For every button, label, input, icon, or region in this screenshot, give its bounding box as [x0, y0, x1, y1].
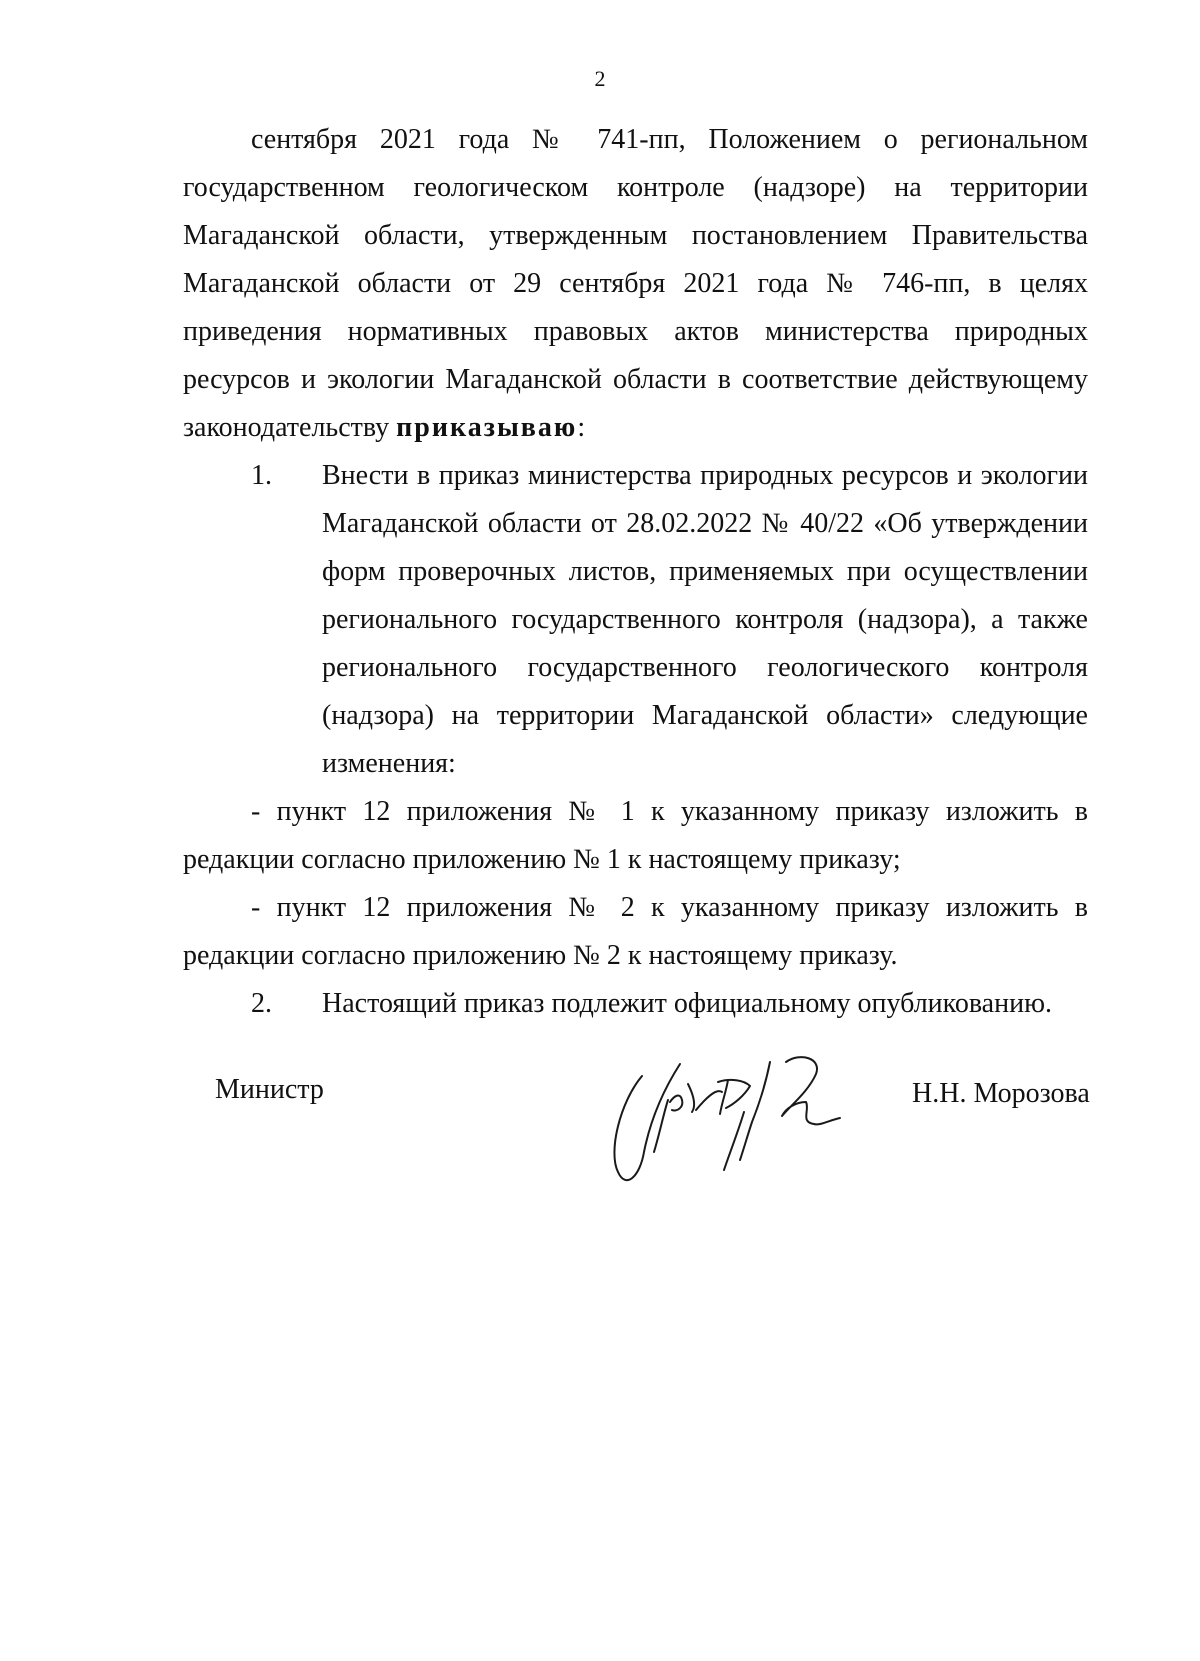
list-item-1 — [183, 452, 1088, 788]
list-item-2-number: 2. — [251, 988, 272, 1019]
sub-item-2: - пункт 12 приложения № 2 к указанному приказу изложить в редакции согласно приложению № 2 к настоящему приказу. — [183, 892, 1088, 971]
list-item-1-number: 1. — [251, 460, 272, 491]
page-number: 2 — [594, 66, 606, 91]
paragraph-intro — [183, 116, 1088, 452]
signatory-name: Н.Н. Морозова — [912, 1078, 1090, 1109]
paragraph-intro-end: : — [577, 412, 586, 443]
handwritten-signature — [610, 1052, 870, 1212]
list-item-2-text: Настоящий приказ подлежит официальному опубликованию. — [322, 988, 1052, 1019]
order-keyword: приказываю — [396, 412, 578, 443]
sub-item-1: - пункт 12 приложения № 1 к указанному приказу изложить в редакции согласно приложению № 1 к настоящему приказу; — [183, 796, 1088, 875]
list-item-1-text: Внести в приказ министерства природных ресурсов и экологии Магаданской области от 28.02.2022 № 40/22 «Об утверждении форм проверочных листов, применяемых при осуществлении регионального государственного контроля (надзора), а также регионального государственного геологического контроля (надзора) на территории Магаданской области» следующие изменения: — [322, 460, 1088, 779]
document-body — [183, 116, 1088, 1028]
signature-block — [0, 1052, 1200, 1212]
paragraph-intro-text: сентября 2021 года № 741-пп, Положением о региональном государственном геологическом контроле (надзоре) на территории Магаданской области, утвержденным постановлением Правительства Магаданской области от 29 сентября 2021 года № 746-пп, в целях приведения нормативных правовых актов министерства природных ресурсов и экологии Магаданской области в соответствие действующему законодательству — [183, 124, 1088, 443]
signatory-title: Министр — [215, 1074, 324, 1105]
list-item-2 — [183, 980, 1088, 1028]
